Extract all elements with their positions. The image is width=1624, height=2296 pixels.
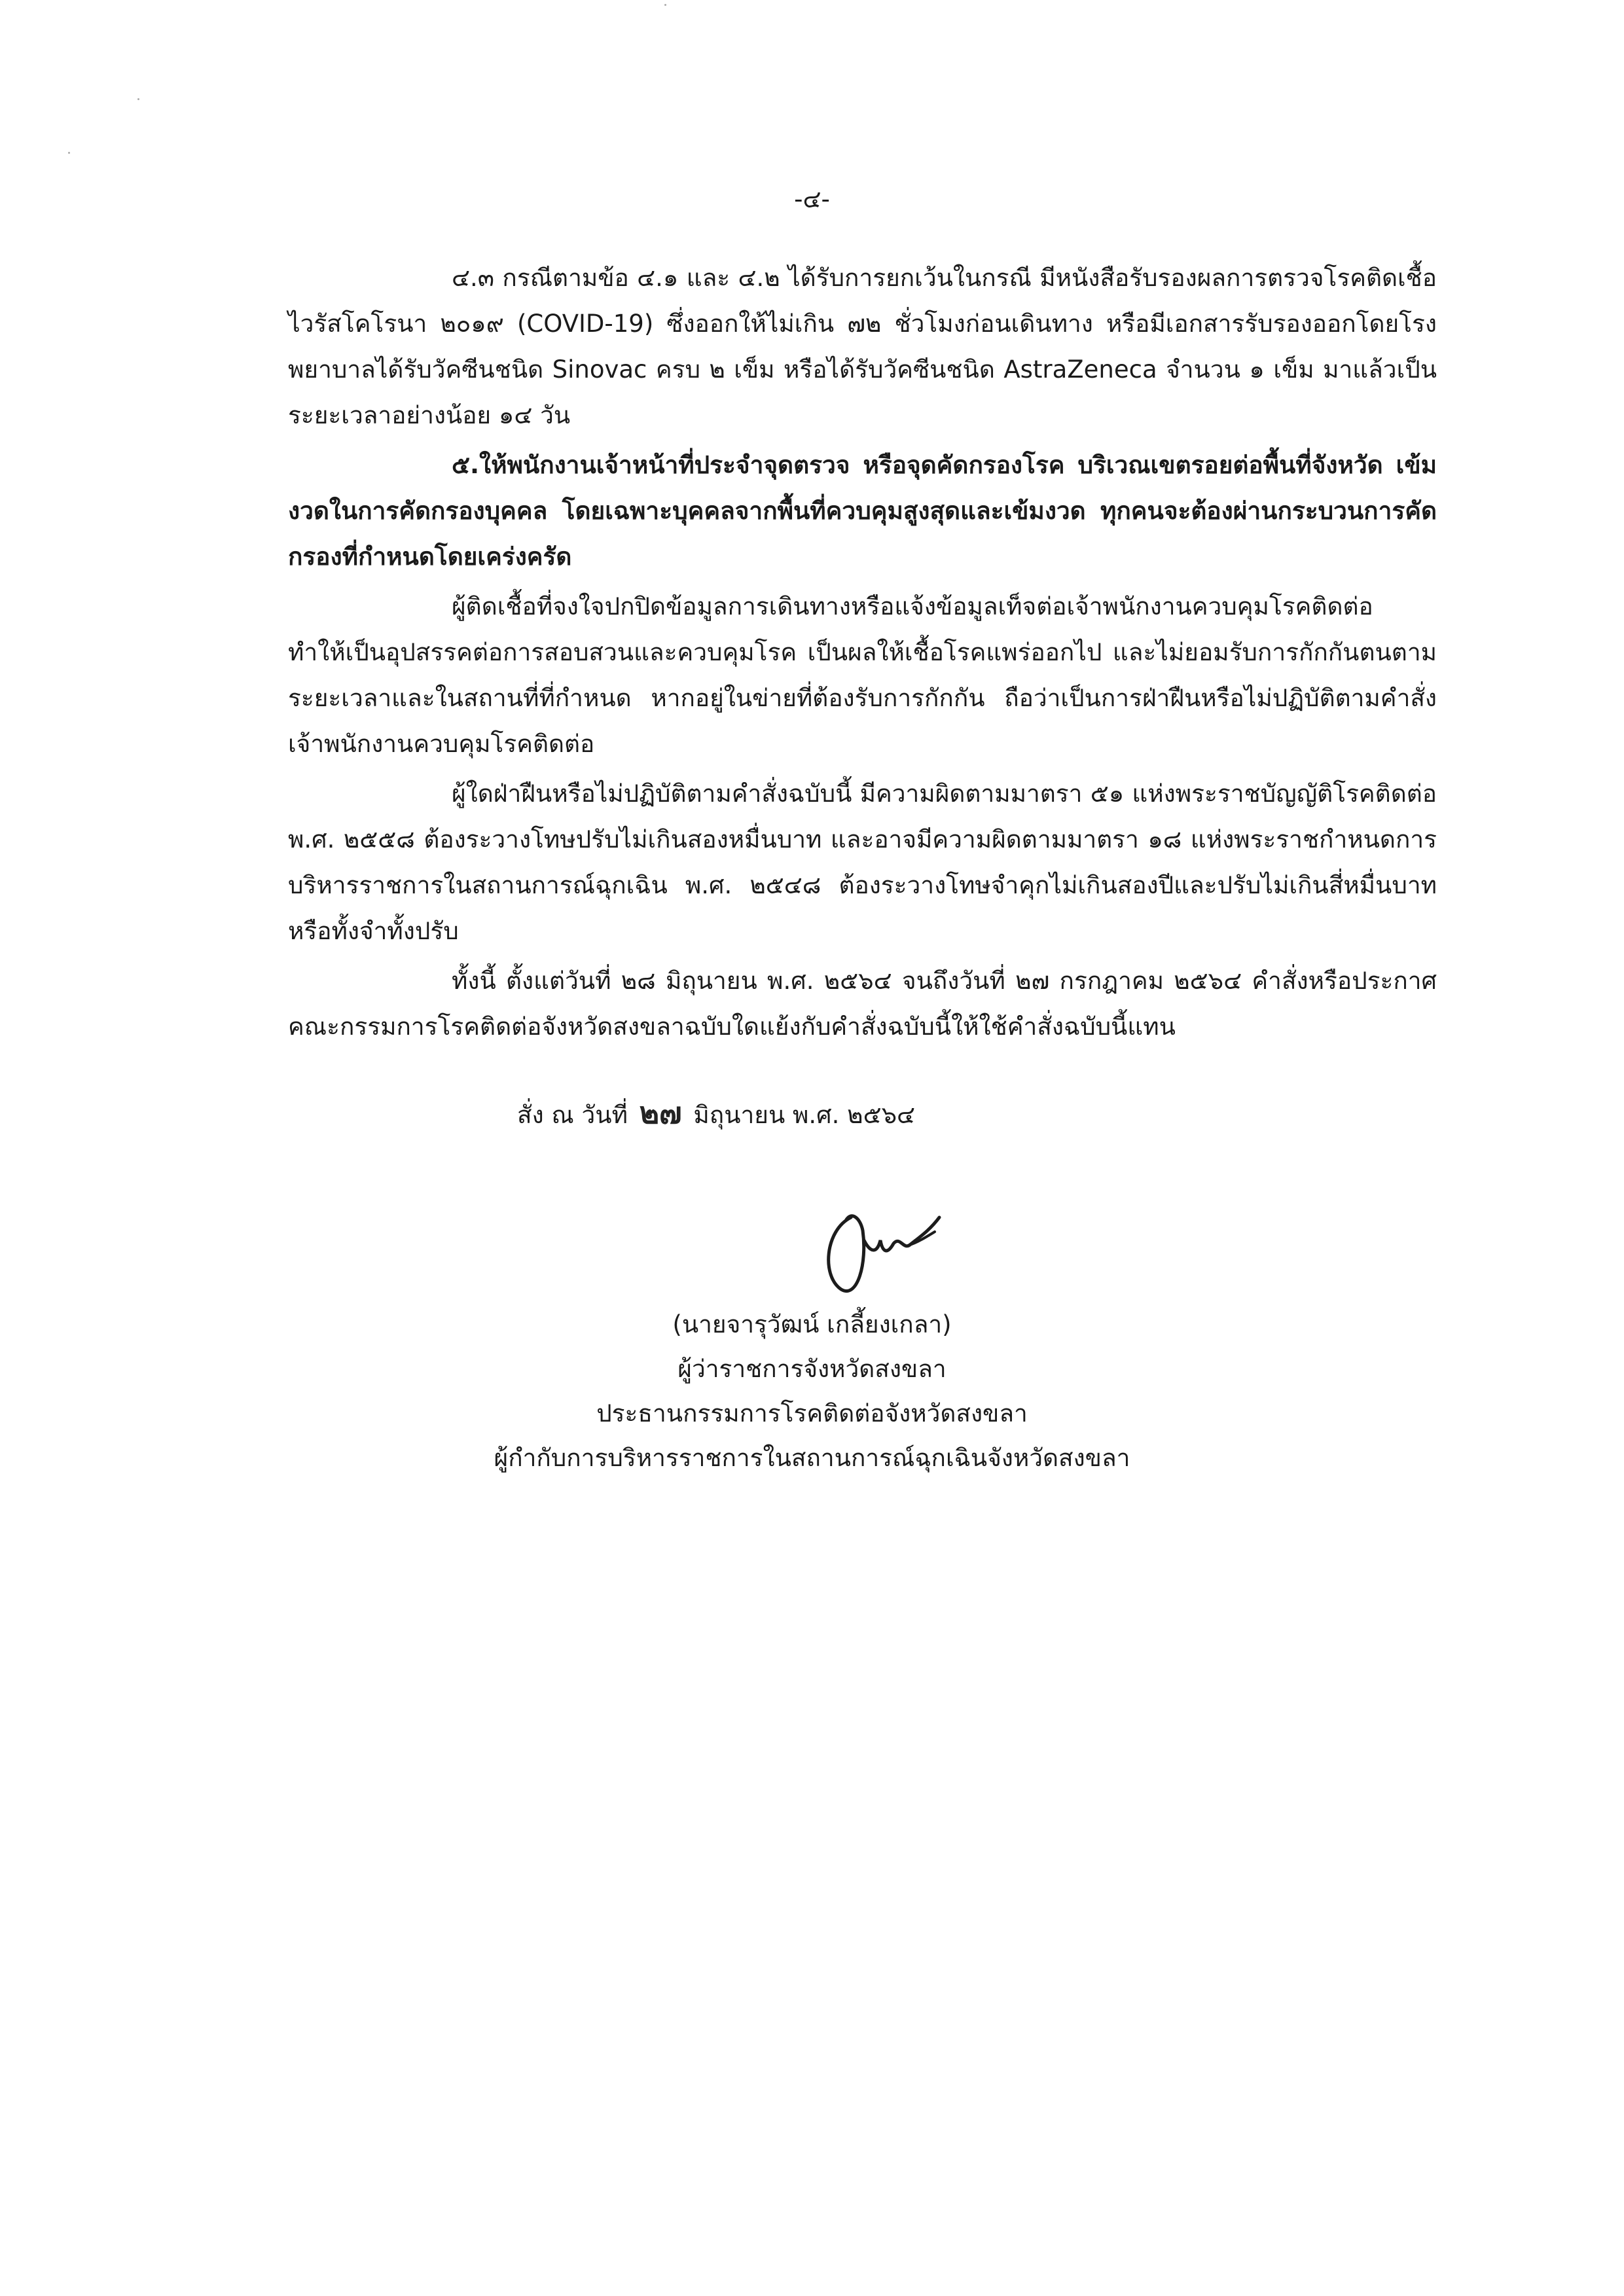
paragraph-concealment: ผู้ติดเชื้อที่จงใจปกปิดข้อมูลการเดินทางหรือแจ้งข้อมูลเท็จต่อเจ้าพนักงานควบคุมโรคติดต่อ ทำให้เป็นอุปสรรคต่อการสอบสวนและควบคุมโรค เป็นผลให้เชื้อโรคแพร่ออกไป และไม่ยอมรับการกักกันตนตามระยะเวลาและในสถานที่ที่กำหนด หากอยู่ในข่ายที่ต้องรับการกักกัน ถือว่าเป็นการฝ่าฝืนหรือไม่ปฏิบัติตามคำสั่งเจ้าพนักงานควบคุมโรคติดต่อ xyxy=(288,592,1437,758)
signer-position-chair: ประธานกรรมการโรคติดต่อจังหวัดสงขลา xyxy=(596,1399,1028,1427)
paragraph-effective-period: ทั้งนี้ ตั้งแต่วันที่ ๒๘ มิถุนายน พ.ศ. ๒๕๖๔ จนถึงวันที่ ๒๗ กรกฎาคม ๒๕๖๔ คำสั่งหรือประกาศคณะกรรมการโรคติดต่อจังหวัดสงขลาฉบับใดแย้งกับคำสั่งฉบับนี้ให้ใช้คำสั่งฉบับนี้แทน xyxy=(288,967,1437,1041)
page-number: -๔- xyxy=(794,185,830,213)
signer-position-emergency: ผู้กำกับการบริหารราชการในสถานการณ์ฉุกเฉินจังหวัดสงขลา xyxy=(494,1444,1130,1472)
paragraph-5-checkpoint: ๕.ให้พนักงานเจ้าหน้าที่ประจำจุดตรวจ หรือจุดคัดกรองโรค บริเวณเขตรอยต่อพื้นที่จังหวัด เข้มงวดในการคัดกรองบุคคล โดยเฉพาะบุคคลจากพื้นที่ควบคุมสูงสุดและเข้มงวด ทุกคนจะต้องผ่านกระบวนการคัดกรองที่กำหนดโดยเคร่งครัด xyxy=(288,451,1437,571)
order-date-prefix: สั่ง ณ วันที่ xyxy=(517,1101,628,1129)
document-body xyxy=(288,255,1437,1054)
scan-speck xyxy=(137,98,139,100)
order-date-suffix: มิถุนายน พ.ศ. ๒๕๖๔ xyxy=(693,1101,916,1129)
signer-position-governor: ผู้ว่าราชการจังหวัดสงขลา xyxy=(677,1355,947,1383)
signer-block xyxy=(0,1302,1624,1480)
signature-image xyxy=(805,1191,975,1302)
scan-speck xyxy=(664,4,666,6)
signer-name: (นายจารุวัฒน์ เกลี้ยงเกลา) xyxy=(672,1310,952,1338)
paragraph-penalty: ผู้ใดฝ่าฝืนหรือไม่ปฏิบัติตามคำสั่งฉบับนี้ มีความผิดตามมาตรา ๕๑ แห่งพระราชบัญญัติโรคติดต่อ พ.ศ. ๒๕๕๘ ต้องระวางโทษปรับไม่เกินสองหมื่นบาท และอาจมีความผิดตามมาตรา ๑๘ แห่งพระราชกำหนดการบริหารราชการในสถานการณ์ฉุกเฉิน พ.ศ. ๒๕๔๘ ต้องระวางโทษจำคุกไม่เกินสองปีและปรับไม่เกินสี่หมื่นบาทหรือทั้งจำทั้งปรับ xyxy=(288,780,1437,945)
order-date xyxy=(517,1090,915,1138)
scan-speck xyxy=(68,152,70,154)
paragraph-4-3: ๔.๓ กรณีตามข้อ ๔.๑ และ ๔.๒ ได้รับการยกเว้นในกรณี มีหนังสือรับรองผลการตรวจโรคติดเชื้อไวรัสโคโรนา ๒๐๑๙ (COVID-19) ซึ่งออกให้ไม่เกิน ๗๒ ชั่วโมงก่อนเดินทาง หรือมีเอกสารรับรองออกโดยโรงพยาบาลได้รับวัคซีนชนิด Sinovac ครบ ๒ เข็ม หรือได้รับวัคซีนชนิด AstraZeneca จำนวน ๑ เข็ม มาแล้วเป็นระยะเวลาอย่างน้อย ๑๔ วัน xyxy=(288,264,1437,429)
order-date-day: ๒๗ xyxy=(639,1095,682,1130)
